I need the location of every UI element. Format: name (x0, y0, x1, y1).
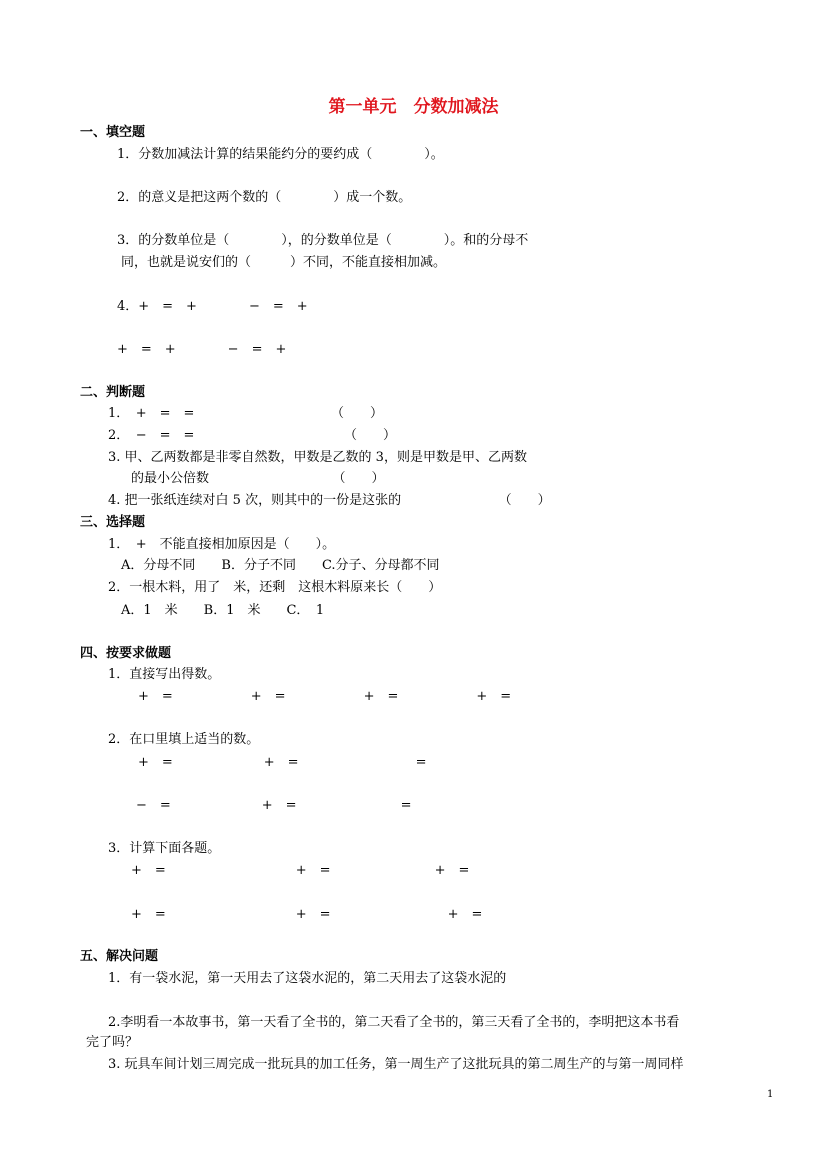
question-1-2: 2．的意义是把这两个数的（ ）成一个数。 (117, 190, 412, 205)
question-2-2: 2． − = = （ ） (108, 428, 396, 443)
question-2-3-line-2: 的最小公倍数 （ ） (131, 471, 385, 486)
question-4-2: 2．在口里填上适当的数。 (108, 732, 260, 747)
question-1-4-line-2: + = + − = + (117, 342, 287, 357)
question-3-1-options: A．分母不同 B．分子不同 C.分子、分母都不同 (121, 558, 440, 573)
question-2-3-line-1: 3. 甲、乙两数都是非零自然数，甲数是乙数的 3，则是甲数是甲、乙两数 (108, 450, 527, 465)
question-2-1: 1． + = = （ ） (108, 406, 383, 421)
page-number: 1 (767, 1089, 774, 1100)
section-heading-exercises: 四、按要求做题 (80, 646, 172, 661)
section-heading-multiple-choice: 三、选择题 (80, 515, 146, 530)
section-heading-fill-in: 一、填空题 (80, 125, 146, 140)
question-1-4-line-1: 4．+ = + − = + (117, 299, 308, 314)
question-4-1: 1．直接写出得数。 (108, 667, 221, 682)
question-5-3: 3. 玩具车间计划三周完成一批玩具的加工任务，第一周生产了这批玩具的第二周生产的与第一周同样 (108, 1057, 684, 1072)
question-4-3-row-1: + = + = + = (131, 863, 470, 878)
question-1-3-line-2: 同，也就是说安们的（ ）不同，不能直接相加减。 (121, 255, 447, 270)
question-4-2-row-2: − = + = = (136, 798, 412, 813)
question-1-1: 1．分数加减法计算的结果能约分的要约成（ ）。 (117, 147, 444, 162)
section-heading-true-false: 二、判断题 (80, 385, 146, 400)
question-3-2-options: A．1 米 B．1 米 C． 1 (121, 603, 325, 618)
question-5-2-line-1: 2.李明看一本故事书，第一天看了全书的，第二天看了全书的，第三天看了全书的，李明把这本书看 (108, 1015, 680, 1030)
question-4-3-row-2: + = + = + = (131, 907, 483, 922)
question-4-3: 3．计算下面各题。 (108, 841, 221, 856)
section-heading-word-problems: 五、解决问题 (80, 949, 159, 964)
question-3-1: 1． + 不能直接相加原因是（ ）。 (108, 537, 336, 552)
question-3-2: 2．一根木料，用了 米，还剩 这根木料原来长（ ） (108, 580, 442, 595)
question-5-2-line-2: 完了吗？ (86, 1035, 139, 1050)
question-1-3-line-1: 3．的分数单位是（ ），的分数单位是（ ）。和的分母不 (117, 233, 529, 248)
question-4-2-row-1: + = + = = (138, 755, 427, 770)
question-4-1-row: + = + = + = + = (138, 689, 512, 704)
question-2-4: 4. 把一张纸连续对白 5 次，则其中的一份是这张的 （ ） (108, 493, 551, 508)
page-title: 第一单元 分数加减法 (328, 97, 499, 117)
question-5-1: 1．有一袋水泥，第一天用去了这袋水泥的，第二天用去了这袋水泥的 (108, 971, 507, 986)
